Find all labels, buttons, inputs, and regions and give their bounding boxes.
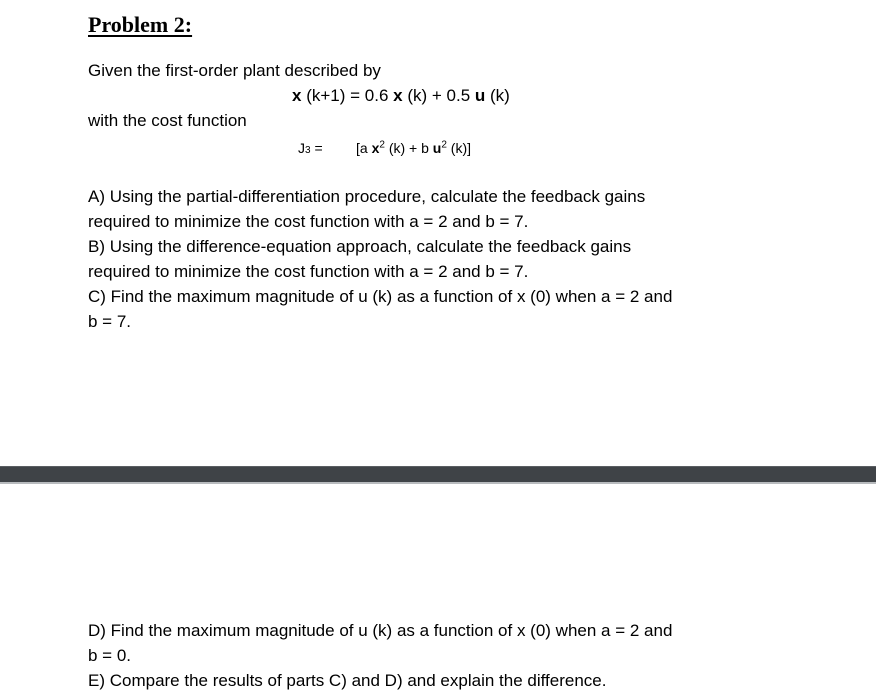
part-a-line-2: required to minimize the cost function with a = 2 and b = 7. [88, 212, 529, 231]
plant-equation-part: (k) + 0.5 [402, 86, 475, 105]
cost-label [298, 140, 323, 156]
part-a-line-1: A) Using the partial-differentiation procedure, calculate the feedback gains [88, 187, 646, 206]
parts-a-to-c [88, 184, 672, 334]
part-d-line-1: D) Find the maximum magnitude of u (k) as a function of x (0) when a = 2 and [88, 621, 673, 640]
plant-equation [292, 83, 510, 108]
parts-d-to-e [88, 618, 672, 693]
state-x-symbol: x [371, 140, 380, 156]
plant-equation-part: (k) [485, 86, 510, 105]
cost-equation [356, 140, 471, 156]
part-b-line-1: B) Using the difference-equation approach, calculate the feedback gains [88, 237, 632, 256]
part-d-line-2: b = 0. [88, 646, 132, 665]
cost-equation-part: (k)] [446, 140, 472, 156]
cost-equation-part: [a [356, 140, 372, 156]
cost-equals: = [310, 140, 323, 156]
cost-symbol: J [298, 140, 305, 156]
problem-title: Problem 2: [88, 12, 193, 37]
state-x-symbol: x [292, 86, 302, 105]
part-b-line-2: required to minimize the cost function with a = 2 and b = 7. [88, 262, 529, 281]
input-u-symbol: u [474, 86, 486, 105]
plant-equation-part: (k+1) = 0.6 [301, 86, 394, 105]
part-e-line: E) Compare the results of parts C) and D) and explain the difference. [88, 671, 607, 690]
state-x-symbol: x [393, 86, 403, 105]
cost-equation-part: (k) + b [384, 140, 433, 156]
superscript-2: 2 [379, 139, 385, 151]
part-c-line-2: b = 7. [88, 312, 132, 331]
page-divider [0, 466, 876, 484]
intro-text: Given the first-order plant described by [88, 61, 381, 80]
part-c-line-1: C) Find the maximum magnitude of u (k) as a function of x (0) when a = 2 and [88, 287, 673, 306]
input-u-symbol: u [432, 140, 442, 156]
cost-subscript: 3 [305, 145, 311, 156]
superscript-2: 2 [441, 139, 447, 151]
cost-intro-text: with the cost function [88, 111, 247, 130]
